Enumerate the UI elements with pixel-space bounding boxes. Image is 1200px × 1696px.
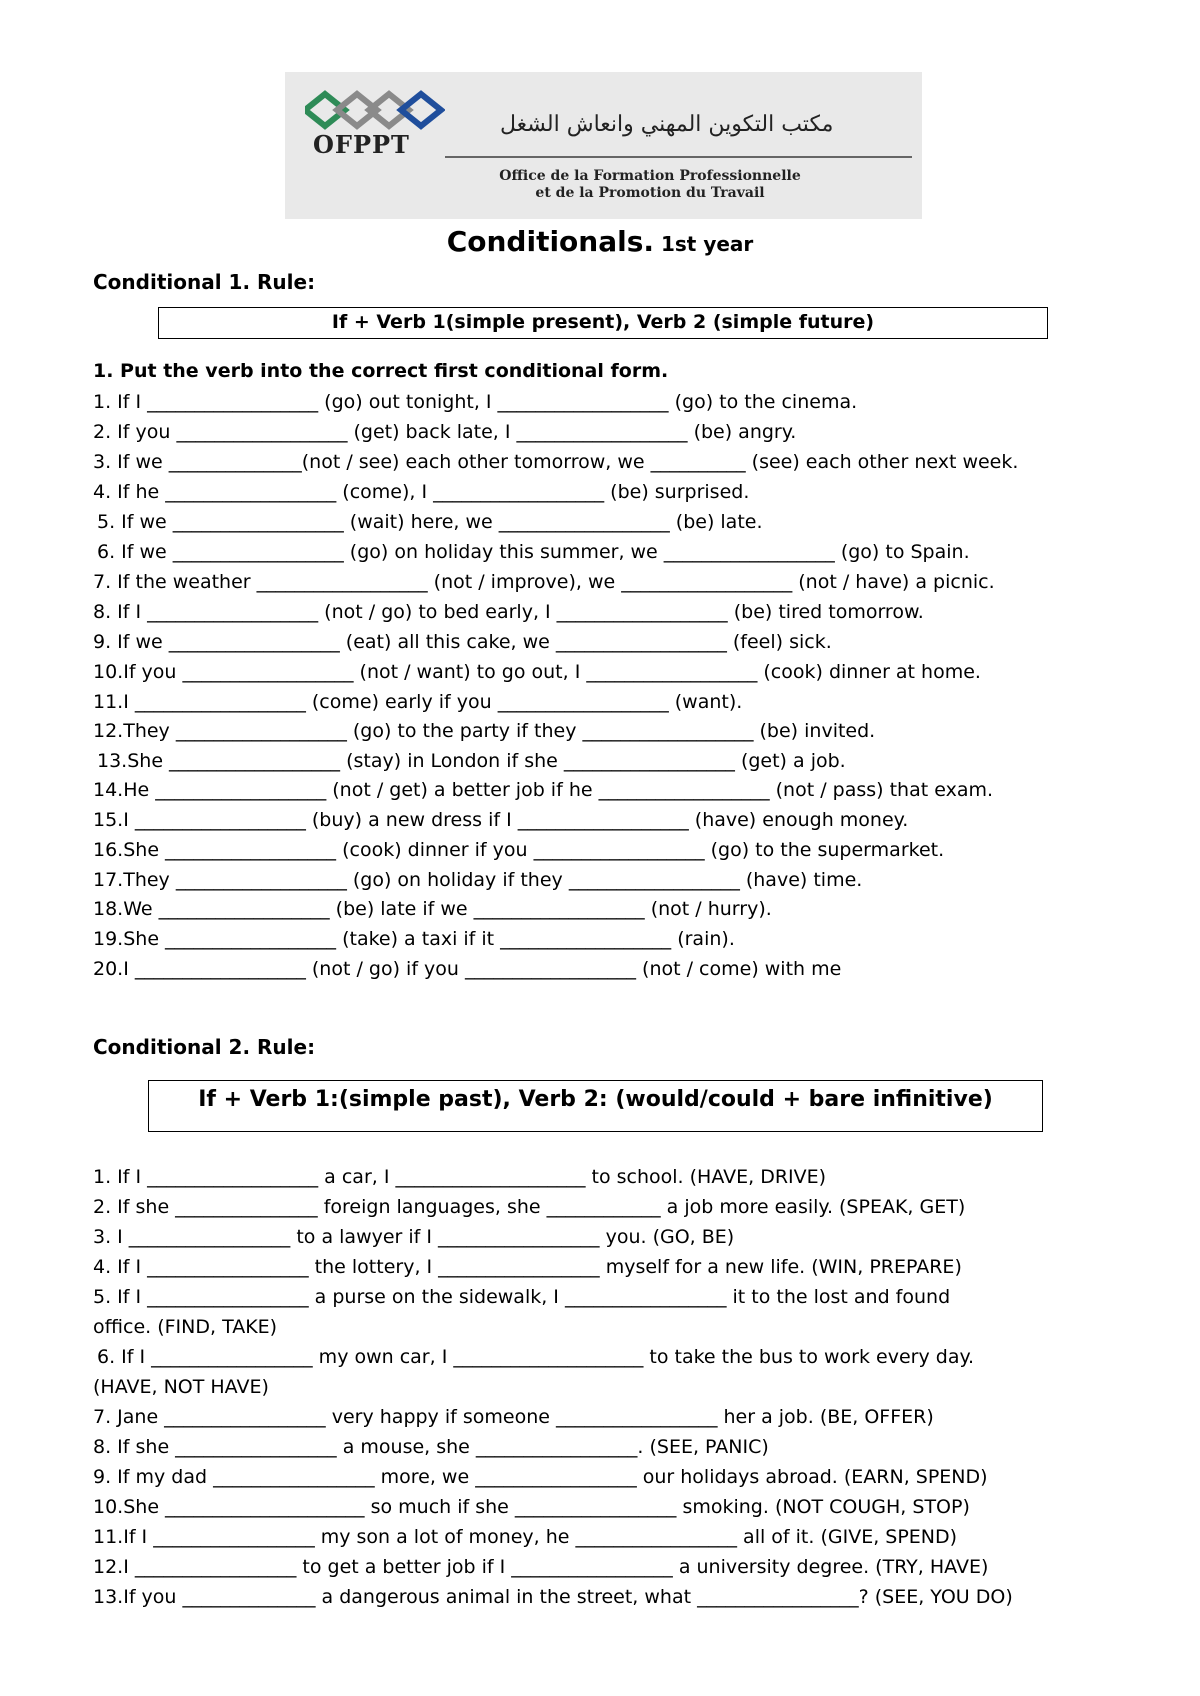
exercise-line: 17.They __________________ (go) on holiday if they __________________ (have) time. — [93, 869, 863, 891]
ofppt-emblem-icon — [305, 90, 445, 130]
exercise-line: 8. If she _________________ a mouse, she _________________. (SEE, PANIC) — [93, 1436, 769, 1458]
page-title — [0, 225, 1200, 258]
exercise-line: 11.I __________________ (come) early if you __________________ (want). — [93, 691, 743, 713]
logo-divider — [445, 156, 912, 158]
logo-acronym: OFPPT — [313, 130, 410, 159]
exercise-line: 20.I __________________ (not / go) if you __________________ (not / come) with me — [93, 958, 842, 980]
exercise-line: 4. If I _________________ the lottery, I _________________ myself for a new life. (WIN, PREPARE) — [93, 1256, 962, 1278]
section1-rule-box: If + Verb 1(simple present), Verb 2 (simple future) — [158, 307, 1048, 339]
section2-heading: Conditional 2. Rule: — [93, 1035, 316, 1059]
exercise-line: 19.She __________________ (take) a taxi if it __________________ (rain). — [93, 928, 735, 950]
exercise-line: 6. If we __________________ (go) on holiday this summer, we __________________ (go) to Spain. — [97, 541, 970, 563]
ofppt-logo — [285, 72, 922, 219]
section1-heading: Conditional 1. Rule: — [93, 270, 316, 294]
exercise-line: 7. If the weather __________________ (not / improve), we __________________ (not / have) a picnic. — [93, 571, 995, 593]
exercise-line: 6. If I _________________ my own car, I ____________________ to take the bus to work every day. — [97, 1346, 975, 1368]
exercise-line: 14.He __________________ (not / get) a better job if he __________________ (not / pass) that exam. — [93, 779, 994, 801]
exercise-line: 1. If I __________________ a car, I ____________________ to school. (HAVE, DRIVE) — [93, 1166, 827, 1188]
exercise-line: 10.If you __________________ (not / want) to go out, I __________________ (cook) dinner at home. — [93, 661, 981, 683]
exercise-line: 8. If I __________________ (not / go) to bed early, I __________________ (be) tired tomorrow. — [93, 601, 924, 623]
section2-rule-box: If + Verb 1:(simple past), Verb 2: (would/could + bare infinitive) — [148, 1080, 1043, 1132]
exercise-line: 11.If I _________________ my son a lot of money, he _________________ all of it. (GIVE, SPEND) — [93, 1526, 958, 1548]
logo-arabic-name: مكتب التكوين المهني وانعاش الشغل — [500, 112, 834, 137]
exercise-line: 3. I _________________ to a lawyer if I _________________ you. (GO, BE) — [93, 1226, 735, 1248]
logo-french-line-2: et de la Promotion du Travail — [535, 185, 765, 201]
exercise-line: 13.If you ______________ a dangerous animal in the street, what _________________? (SEE, YOU DO) — [93, 1586, 1013, 1608]
exercise-line: 18.We __________________ (be) late if we __________________ (not / hurry). — [93, 898, 772, 920]
exercise-line: office. (FIND, TAKE) — [93, 1316, 278, 1338]
exercise-line: 13.She __________________ (stay) in London if she __________________ (get) a job. — [97, 750, 846, 772]
exercise-line: 1. If I __________________ (go) out tonight, I __________________ (go) to the cinema. — [93, 391, 858, 413]
exercise-line: 2. If she _______________ foreign languages, she ____________ a job more easily. (SPEAK, GET) — [93, 1196, 966, 1218]
exercise-line: (HAVE, NOT HAVE) — [93, 1376, 269, 1398]
exercise-line: 12.They __________________ (go) to the party if they __________________ (be) invited. — [93, 720, 876, 742]
title-sub: 1st year — [654, 232, 754, 256]
exercise-line: 7. Jane _________________ very happy if someone _________________ her a job. (BE, OFFER) — [93, 1406, 934, 1428]
exercise-line: 10.She _____________________ so much if she _________________ smoking. (NOT COUGH, STOP) — [93, 1496, 970, 1518]
exercise-line: 5. If I _________________ a purse on the sidewalk, I _________________ it to the lost and found — [93, 1286, 951, 1308]
exercise-line: 3. If we ______________(not / see) each other tomorrow, we __________ (see) each other next week. — [93, 451, 1019, 473]
exercise-line: 15.I __________________ (buy) a new dress if I __________________ (have) enough money. — [93, 809, 909, 831]
section1-instruction: 1. Put the verb into the correct first conditional form. — [93, 360, 669, 382]
exercise-line: 9. If we __________________ (eat) all this cake, we __________________ (feel) sick. — [93, 631, 832, 653]
title-main: Conditionals. — [446, 225, 655, 258]
logo-french-line-1: Office de la Formation Professionnelle — [499, 168, 801, 184]
exercise-line: 5. If we __________________ (wait) here, we __________________ (be) late. — [97, 511, 763, 533]
exercise-line: 4. If he __________________ (come), I __________________ (be) surprised. — [93, 481, 750, 503]
exercise-line: 16.She __________________ (cook) dinner if you __________________ (go) to the supermarket. — [93, 839, 945, 861]
exercise-line: 12.I _________________ to get a better job if I _________________ a university degree. (TRY, HAVE) — [93, 1556, 989, 1578]
exercise-line: 9. If my dad _________________ more, we _________________ our holidays abroad. (EARN, SPEND) — [93, 1466, 988, 1488]
exercise-line: 2. If you __________________ (get) back late, I __________________ (be) angry. — [93, 421, 797, 443]
